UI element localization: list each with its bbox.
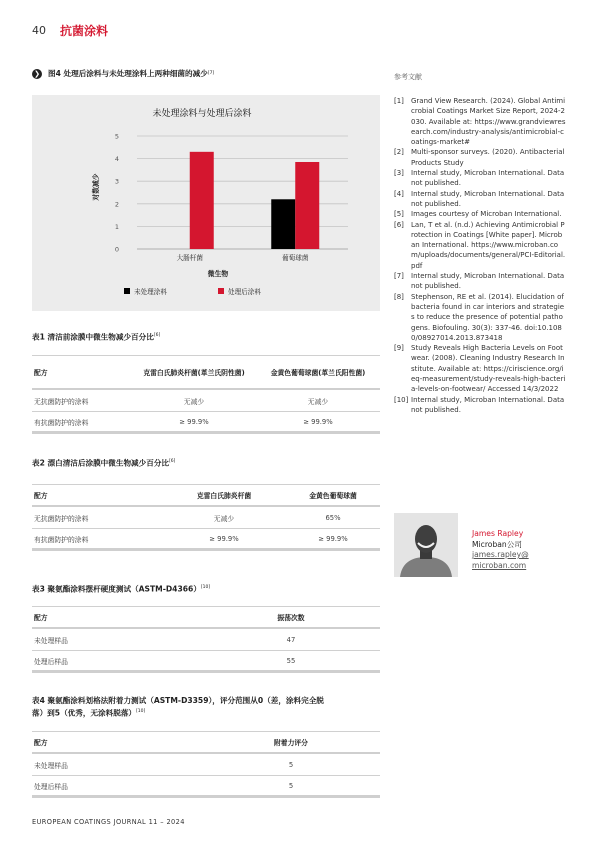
chart-legend-swatch: [124, 288, 130, 294]
table-cell: 无减少: [183, 397, 205, 406]
table-header-row: [32, 732, 380, 754]
reference-item: [394, 395, 566, 416]
chart-legend-label: 处理后涂料: [228, 288, 261, 296]
author-photo: [394, 513, 458, 577]
table-header-cell: 附着力评分: [274, 739, 308, 747]
table-cell: 5: [288, 781, 294, 790]
reference-number: [7]: [394, 272, 404, 281]
table3-caption: [32, 582, 210, 595]
table-row: [32, 754, 380, 776]
table4: [32, 731, 380, 798]
table2: [32, 484, 380, 551]
table3-caption-text: 表3 聚氨酯涂料摆杆硬度测试（ASTM-D4366）: [32, 584, 201, 594]
reference-item: [394, 292, 566, 343]
table-cell: 55: [286, 656, 296, 665]
chart-y-tick-label: 2: [114, 200, 119, 209]
chart-bar: [295, 162, 319, 249]
chart-y-tick-label: 4: [114, 155, 119, 164]
chart-y-tick-label: 0: [114, 245, 119, 254]
reference-item: [394, 147, 566, 168]
reference-text: Images courtesy of Microban International.: [411, 210, 562, 219]
reference-number: [2]: [394, 148, 404, 157]
reference-text: Internal study, Microban International. Data not published.: [411, 169, 565, 188]
references-list: [394, 96, 566, 415]
table-cell: 5: [288, 760, 294, 769]
table-cell: 65%: [325, 513, 341, 522]
reference-text: Grand View Research. (2024). Global Antimicrobial Coatings Market Size Report, 2024-2030. Available at: https://www.grandviewresearch.com/industry-analysis/antimicrobial-coatings-market#: [411, 97, 566, 147]
table4-caption-ref: [10]: [136, 709, 146, 714]
table3-caption-ref: [10]: [200, 585, 211, 590]
reference-number: [6]: [394, 220, 404, 229]
table-header-row: [32, 485, 380, 507]
bar-chart: [32, 95, 380, 311]
reference-number: [4]: [394, 189, 404, 198]
table-cell: ≥ 99.9%: [318, 534, 348, 543]
chart-y-tick-label: 3: [114, 177, 119, 186]
table1-caption-ref: [6]: [153, 333, 161, 338]
table-cell: 无抗菌防护的涂料: [34, 397, 89, 406]
reference-item: [394, 168, 566, 189]
avatar: [394, 513, 458, 577]
section-title: 抗菌涂料: [60, 23, 109, 38]
table-cell: 47: [286, 635, 296, 644]
reference-item: [394, 189, 566, 210]
table-row: [32, 629, 380, 651]
table4-caption-line1: 表4 聚氨酯涂料划格法附着力测试（ASTM-D3359），评分范围从0（差，涂料完全脱: [32, 696, 324, 705]
table-row: [32, 651, 380, 673]
reference-item: [394, 220, 566, 271]
table-header-row: [32, 607, 380, 629]
reference-number: [5]: [394, 210, 404, 219]
chart-y-tick-label: 1: [114, 222, 119, 231]
table-row: [32, 412, 380, 434]
reference-item: [394, 209, 566, 219]
table1-caption: [32, 330, 160, 343]
reference-text: Study Reveals High Bacteria Levels on Footwear. (2008). Cleaning Industry Research Institute. Available at: https://ciriscience.org/ieq-measurement/study-reveals-high-bacteria-levels-on-footwear/ Accessed 14/3/2022: [411, 344, 566, 394]
author-email-line1[interactable]: james.rapley@: [472, 550, 529, 559]
reference-number: [1]: [394, 97, 404, 105]
reference-text: Internal study, Microban International. Data not published.: [411, 189, 565, 208]
figure-caption: [32, 68, 372, 79]
page-footer: EUROPEAN COATINGS JOURNAL 11 – 2024: [32, 818, 185, 826]
table-row: [32, 390, 380, 412]
chart-y-tick-label: 5: [114, 132, 119, 141]
table-header-cell: 配方: [34, 614, 48, 622]
chart-x-tick-label: 葡萄球菌: [282, 254, 309, 262]
author-info: [472, 529, 529, 578]
table-cell: ≥ 99.9%: [209, 534, 239, 543]
chart-legend-label: 未处理涂料: [134, 288, 167, 296]
table-row: [32, 507, 380, 529]
reference-number: [10]: [394, 395, 409, 404]
table-cell: ≥ 99.9%: [303, 417, 333, 426]
table-header-cell: 金黄色葡萄球菌: [309, 492, 357, 500]
table2-caption: [32, 456, 175, 469]
table-cell: 无减少: [307, 397, 329, 406]
arrow-right-icon: ❯: [32, 69, 42, 79]
reference-number: [3]: [394, 169, 404, 178]
table-row: [32, 776, 380, 798]
chart-title: 未处理涂料与处理后涂料: [152, 109, 252, 119]
chart-x-tick-label: 大肠杆菌: [176, 254, 203, 262]
table-cell: ≥ 99.9%: [179, 417, 209, 426]
figure-caption-text: 图4 处理后涂料与未处理涂料上两种细菌的减少: [48, 69, 208, 78]
figure-caption-ref: [7]: [207, 71, 215, 76]
table-cell: 无减少: [213, 514, 235, 523]
chart-legend-swatch: [218, 288, 224, 294]
reference-number: [9]: [394, 344, 404, 353]
reference-text: Internal study, Microban International. Data not published.: [411, 272, 565, 291]
chart-bar: [271, 199, 295, 249]
table-header-cell: 振荡次数: [277, 614, 305, 622]
reference-number: [8]: [394, 292, 404, 301]
chart-y-axis-label: 对数减少: [92, 173, 100, 201]
table3: [32, 606, 380, 673]
author-email-line2[interactable]: microban.com: [472, 560, 527, 570]
reference-item: [394, 343, 566, 394]
author-company: Microban公司: [472, 539, 522, 549]
reference-text: Internal study, Microban International. Data not published.: [411, 395, 565, 414]
page-number: 40: [32, 23, 46, 37]
table-header-cell: 配方: [34, 369, 48, 377]
reference-text: Lan, T et al. (n.d.) Achieving Antimicrobial Protection in Coatings [White paper]. Microban International. https://www.microban.com/uploads/documents/general/PCI-Editorial.pdf: [411, 220, 566, 270]
table1-caption-text: 表1 清洁前涂膜中微生物减少百分比: [32, 332, 154, 342]
reference-text: Multi-sponsor surveys. (2020). Antibacterial Products Study: [411, 148, 565, 167]
table-header-row: [32, 356, 380, 390]
chart-x-axis-label: 微生物: [207, 270, 229, 278]
table-header-cell: 金黄色葡萄球菌(革兰氏阳性菌): [270, 369, 366, 377]
table-header-cell: 克雷白氏肺炎杆菌: [196, 492, 252, 500]
table-cell: 有抗菌防护的涂料: [34, 535, 89, 544]
table-row: [32, 529, 380, 551]
chart-bar: [190, 152, 214, 249]
table-cell: 未处理样品: [34, 636, 68, 645]
table-cell: 处理后样品: [34, 657, 68, 666]
reference-text: Stephenson, RE et al. (2014). Elucidation of bacteria found in car interiors and strategies to reduce the presence of potential pathogens. Biofouling. 30(3): 337-46. doi:10.1080/08927014.2013.873418: [411, 292, 565, 342]
table2-caption-text: 表2 漂白清洁后涂膜中微生物减少百分比: [32, 458, 170, 468]
chart-svg: [32, 95, 380, 311]
table2-caption-ref: [6]: [169, 459, 176, 464]
references-heading: 参考文献: [394, 73, 422, 81]
reference-item: [394, 96, 566, 147]
table-cell: 处理后样品: [34, 782, 68, 791]
page-header: [32, 20, 108, 40]
table-header-cell: 克雷白氏肺炎杆菌(革兰氏阴性菌): [143, 369, 245, 377]
table-cell: 无抗菌防护的涂料: [34, 514, 89, 523]
author-card: [394, 513, 566, 578]
table4-caption-line2: 落）到5（优秀，无涂料脱落）: [32, 708, 137, 718]
table-header-cell: 配方: [34, 492, 48, 500]
table1: [32, 355, 380, 434]
table-header-cell: 配方: [34, 739, 48, 747]
table-cell: 有抗菌防护的涂料: [34, 418, 89, 427]
table-cell: 未处理样品: [34, 761, 68, 770]
table4-caption: [32, 695, 324, 719]
author-name: James Rapley: [472, 529, 524, 538]
reference-item: [394, 271, 566, 292]
